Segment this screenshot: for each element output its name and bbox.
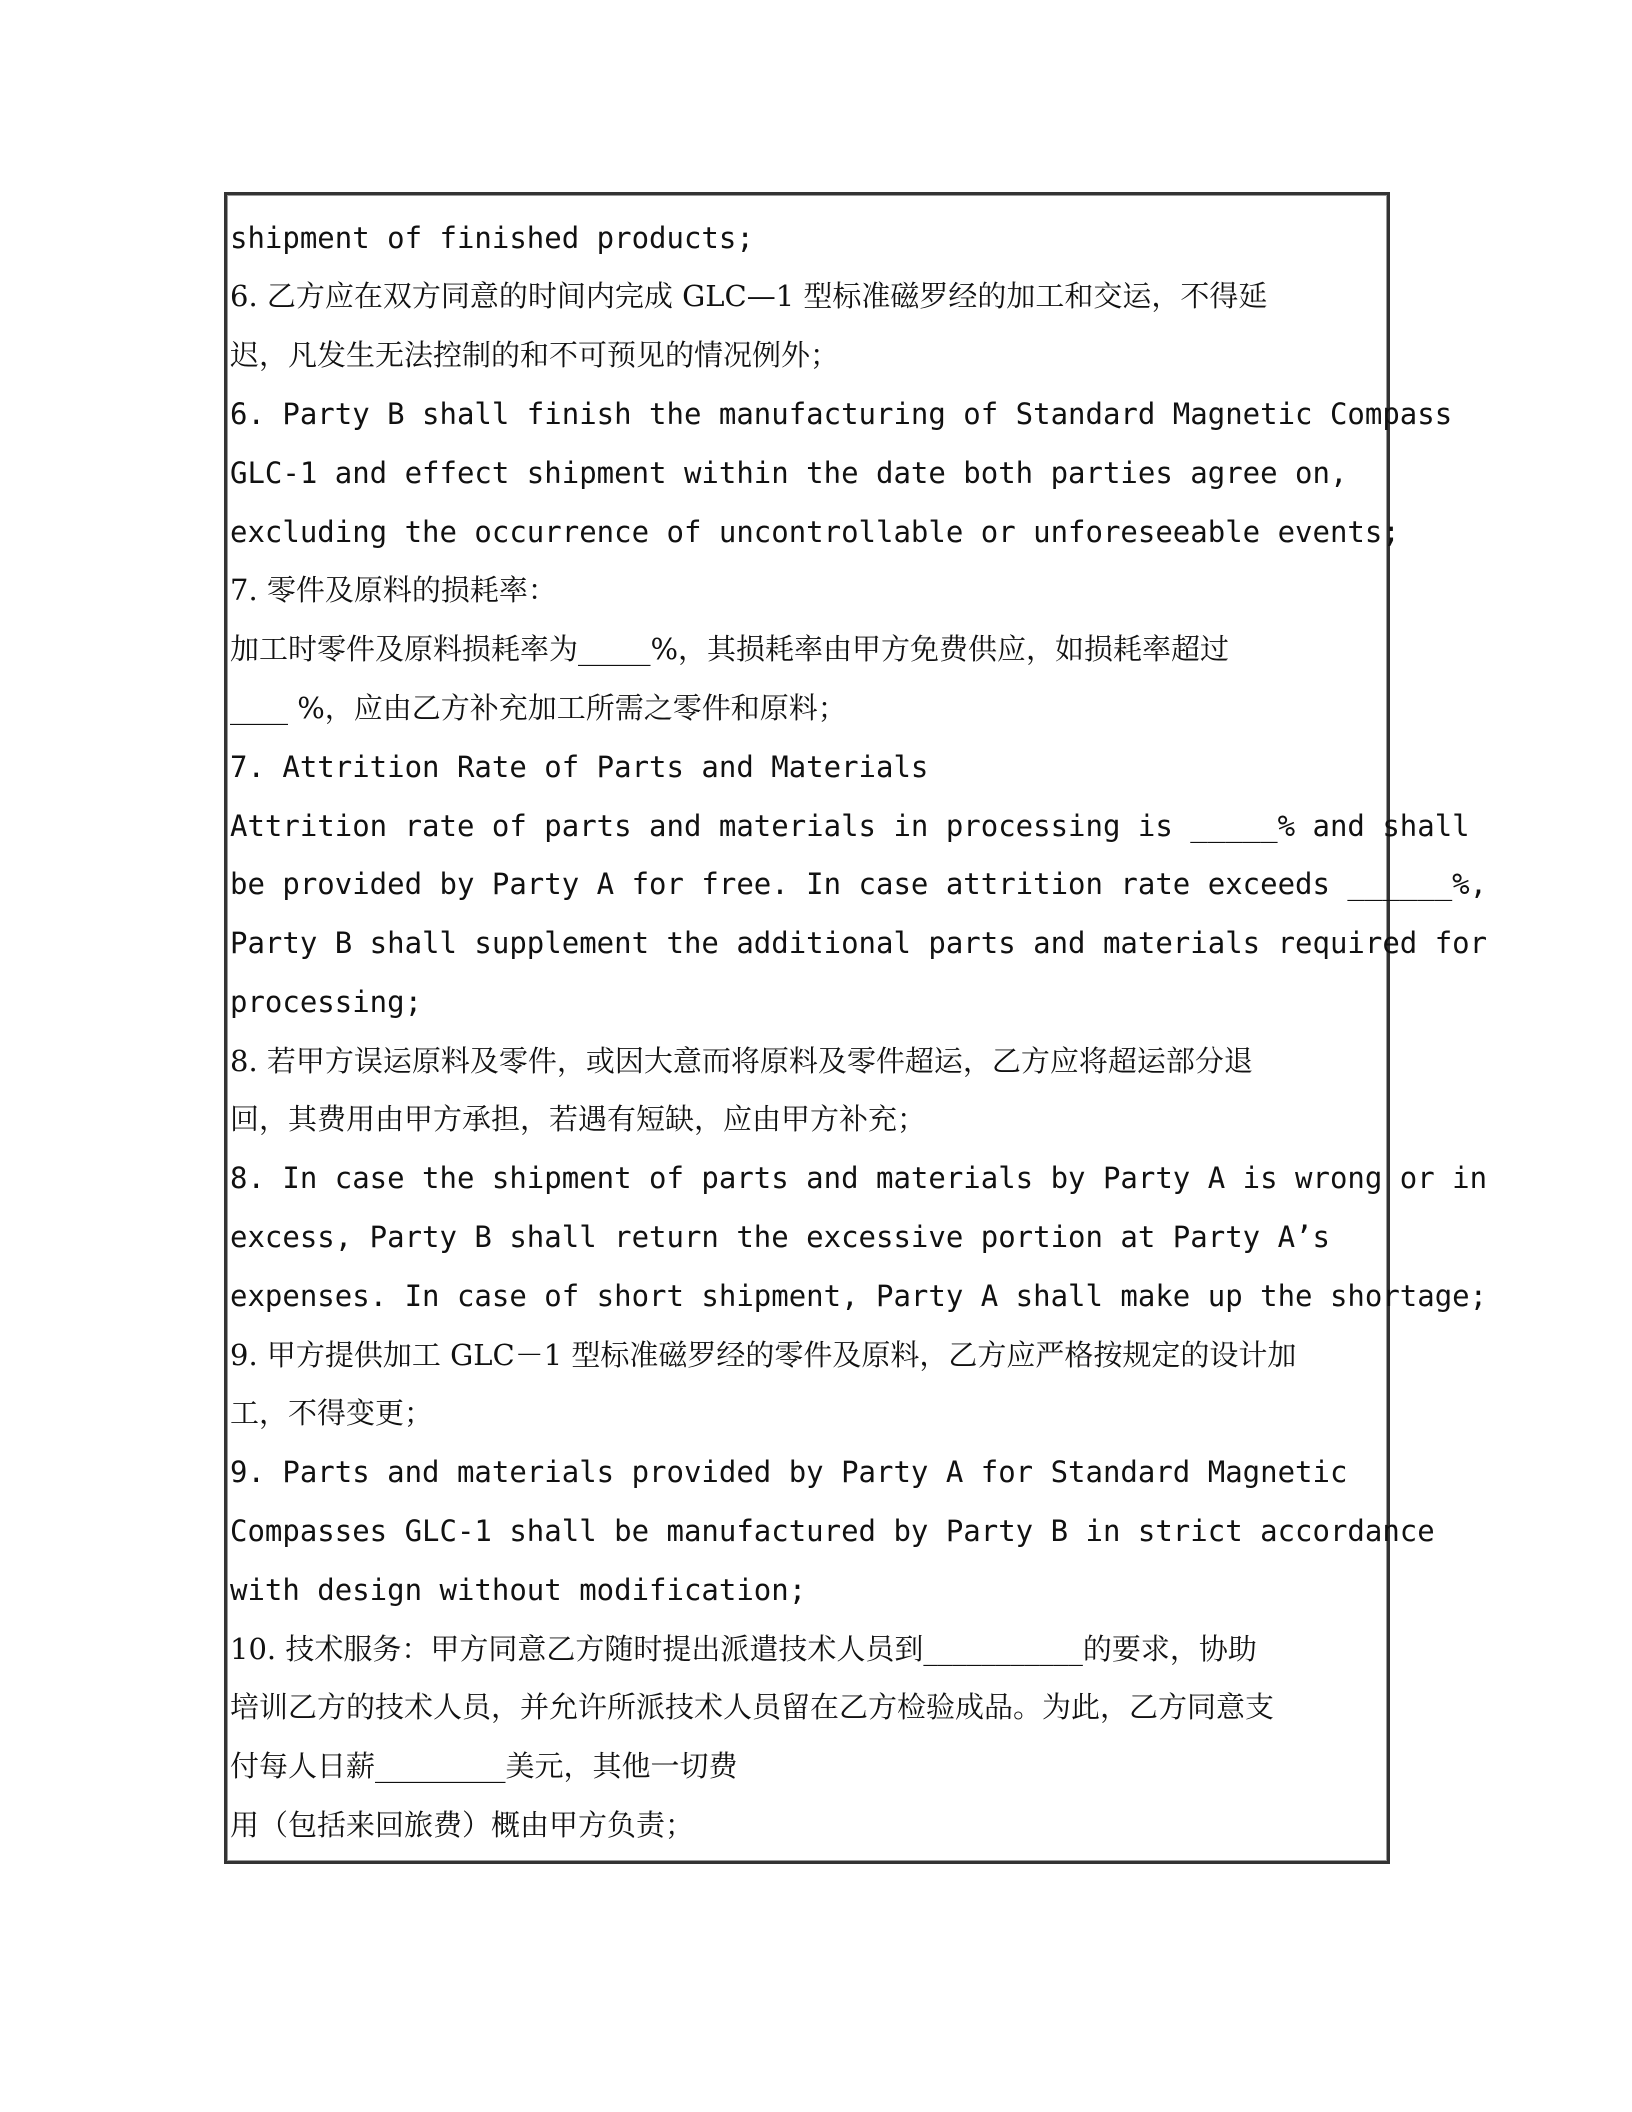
text-line-4: 6. Party B shall finish the manufacturing of Standard Magnetic Compass <box>230 397 1453 431</box>
text-line-21: 工，不得变更； <box>230 1396 434 1430</box>
text-line-13: Party B shall supplement the additional parts and materials required for <box>230 926 1488 960</box>
text-line-28: 用（包括来回旅费）概由甲方负责； <box>230 1808 695 1842</box>
text-line-10: 7. Attrition Rate of Parts and Materials <box>230 750 929 784</box>
text-line-27: 付每人日薪_________美元，其他一切费 <box>230 1749 738 1783</box>
text-line-19: expenses. In case of short shipment, Party A shall make up the shortage; <box>230 1279 1488 1313</box>
text-line-16: 回，其费用由甲方承担，若遇有短缺，应由甲方补充； <box>230 1102 927 1136</box>
text-line-2: 6. 乙方应在双方同意的时间内完成 GLC—1 型标准磁罗经的加工和交运，不得延 <box>230 279 1268 313</box>
text-line-20: 9. 甲方提供加工 GLC－1 型标准磁罗经的零件及原料，乙方应严格按规定的设计加 <box>230 1338 1297 1372</box>
text-line-17: 8. In case the shipment of parts and materials by Party A is wrong or in <box>230 1161 1488 1195</box>
text-line-9: ____ %，应由乙方补充加工所需之零件和原料； <box>230 691 847 725</box>
text-line-5: GLC-1 and effect shipment within the date both parties agree on, <box>230 456 1348 490</box>
text-line-18: excess, Party B shall return the excessive portion at Party A’s <box>230 1220 1330 1254</box>
text-line-3: 迟，凡发生无法控制的和不可预见的情况例外； <box>230 338 840 372</box>
text-line-7: 7. 零件及原料的损耗率： <box>230 573 557 607</box>
text-line-26: 培训乙方的技术人员，并允许所派技术人员留在乙方检验成品。为此，乙方同意支 <box>230 1690 1275 1724</box>
text-line-23: Compasses GLC-1 shall be manufactured by Party B in strict accordance <box>230 1514 1435 1548</box>
text-line-24: with design without modification; <box>230 1573 807 1607</box>
text-line-1: shipment of finished products; <box>230 221 754 255</box>
text-line-8: 加工时零件及原料损耗率为_____%，其损耗率由甲方免费供应，如损耗率超过 <box>230 632 1230 666</box>
text-line-25: 10. 技术服务：甲方同意乙方随时提出派遣技术人员到___________的要求，协助 <box>230 1632 1257 1666</box>
text-line-14: processing; <box>230 985 423 1019</box>
text-line-22: 9. Parts and materials provided by Party A for Standard Magnetic <box>230 1455 1348 1489</box>
text-line-15: 8. 若甲方误运原料及零件，或因大意而将原料及零件超运，乙方应将超运部分退 <box>230 1044 1253 1078</box>
text-line-6: excluding the occurrence of uncontrollable or unforeseeable events; <box>230 515 1400 549</box>
text-line-12: be provided by Party A for free. In case attrition rate exceeds ______%, <box>230 867 1488 901</box>
text-line-11: Attrition rate of parts and materials in processing is _____% and shall <box>230 809 1470 843</box>
